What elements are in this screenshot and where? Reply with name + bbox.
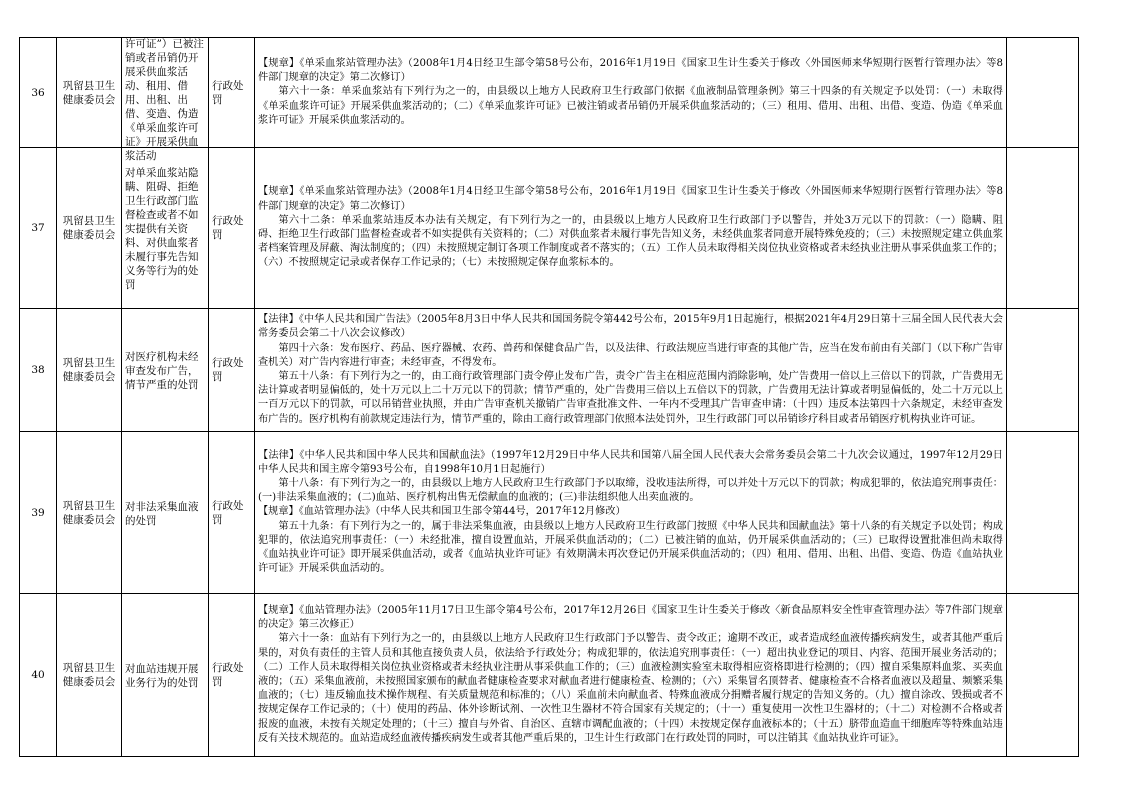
legal-basis-cell	[255, 432, 1007, 594]
department-cell: 巩留县卫生健康委员会	[57, 38, 122, 148]
penalty-type-cell: 行政处罚	[209, 148, 255, 309]
department-cell: 巩留县卫生健康委员会	[57, 309, 122, 432]
penalty-table	[19, 37, 1079, 757]
basis-paragraph: 【规章】《单采血浆站管理办法》（2008年1月4日经卫生部令第58号公布，2016年1月19日《国家卫生计生委关于修改〈外国医师来华短期行医暂行管理办法〉等8件部门规章的决定》第二次修订）	[258, 57, 1003, 84]
penalty-type-cell: 行政处罚	[209, 594, 255, 757]
remarks-cell	[1007, 594, 1079, 757]
legal-basis-cell	[255, 148, 1007, 309]
department-cell: 巩留县卫生健康委员会	[57, 148, 122, 309]
department-cell: 巩留县卫生健康委员会	[57, 594, 122, 757]
penalty-type-cell: 行政处罚	[209, 432, 255, 594]
basis-paragraph: 第五十九条：有下列行为之一的，属于非法采集血液，由县级以上地方人民政府卫生行政部门按照《中华人民共和国献血法》第十八条的有关规定予以处罚；构成犯罪的，依法追究刑事责任：（一）未经批准，擅自设置血站，开展采供血活动的；（二）已被注销的血站，仍开展采供血活动的；（三）已取得设置批准但尚未取得《血站执业许可证》即开展采供血活动，或者《血站执业许可证》有效期满未再次登记仍开展采供血活动的；（四）租用、借用、出租、出借、变造、伪造《血站执业许可证》开展采供血活动的。	[258, 520, 1003, 575]
remarks-cell	[1007, 432, 1079, 594]
table-row	[20, 432, 1079, 594]
row-number: 38	[20, 309, 57, 432]
basis-paragraph: 第十八条：有下列行为之一的，由县级以上地方人民政府卫生行政部门予以取缔，没收违法所得，可以并处十万元以下的罚款；构成犯罪的，依法追究刑事责任：(一)非法采集血液的；(二)血站、医疗机构出售无偿献血的血液的；(三)非法组织他人出卖血液的。	[258, 477, 1003, 504]
item-name-cell: 对单采血浆站隐瞒、阻碍、拒绝卫生行政部门监督检查或者不如实提供有关资料、对供血浆者未履行事先告知义务等行为的处罚	[122, 148, 209, 309]
table-row	[20, 38, 1079, 148]
basis-paragraph: 【法律】《中华人民共和国广告法》（2005年8月3日中华人民共和国国务院令第442号公布，2015年9月1日起施行，根据2021年4月29日第十三届全国人民代表大会常务委员会第二十八次会议修改）	[258, 314, 1003, 340]
department-cell: 巩留县卫生健康委员会	[57, 432, 122, 594]
table-row	[20, 148, 1079, 309]
item-name-cell: 对医疗机构未经审查发布广告，情节严重的处罚	[122, 309, 209, 432]
legal-basis-cell	[255, 309, 1007, 432]
remarks-cell	[1007, 148, 1079, 309]
item-name-cell	[122, 38, 209, 162]
basis-paragraph: 【规章】《单采血浆站管理办法》（2008年1月4日经卫生部令第58号公布，2016年1月19日《国家卫生计生委关于修改〈外国医师来华短期行医暂行管理办法〉等8件部门规章的决定》第二次修订）	[258, 186, 1003, 212]
basis-paragraph: 第五十八条：有下列行为之一的，由工商行政管理部门责令停止发布广告，责令广告主在相应范围内消除影响，处广告费用一倍以上三倍以下的罚款，广告费用无法计算或者明显偏低的，处十万元以上二十万元以下的罚款；情节严重的，处广告费用三倍以上五倍以下的罚款，广告费用无法计算或者明显偏低的，处二十万元以上一百万元以下的罚款，可以吊销营业执照，并由广告审查机关撤销广告审查批准文件、一年内不受理其广告审查申请：（十四）违反本法第四十六条规定，未经审查发布广告的。医疗机构有前款规定违法行为，情节严重的，除由工商行政管理部门依照本法处罚外，卫生行政部门可以吊销诊疗科目或者吊销医疗机构执业许可证。	[258, 371, 1003, 425]
basis-paragraph: 【规章】《血站管理办法》（中华人民共和国卫生部令第44号，2017年12月修改）	[258, 506, 626, 518]
item-name-cell: 对非法采集血液的处罚	[122, 432, 209, 594]
row-number: 37	[20, 148, 57, 309]
legal-basis-cell	[255, 594, 1007, 757]
row-number: 36	[20, 38, 57, 148]
basis-paragraph: 【法律】《中华人民共和国中华人民共和国献血法》（1997年12月29日中华人民共和国第八届全国人民代表大会常务委员会第二十九次会议通过，1997年12月29日中华人民共和国主席令第93号公布，自1998年10月1日起施行）	[258, 449, 1003, 475]
table-row	[20, 309, 1079, 432]
basis-paragraph: 第六十一条：单采血浆站有下列行为之一的，由县级以上地方人民政府卫生行政部门依据《血液制品管理条例》第三十四条的有关规定予以处罚：（一）未取得《单采血浆许可证》开展采供血浆活动的；（二）《单采血浆许可证》已被注销或者吊销仍开展采供血浆活动的；（三）租用、借用、出租、出借、变造、伪造《单采血浆许可证》开展采供血浆活动的。	[258, 86, 1003, 126]
basis-paragraph: 第四十六条：发布医疗、药品、医疗器械、农药、兽药和保健食品广告，以及法律、行政法规应当进行审查的其他广告，应当在发布前由有关部门（以下称广告审查机关）对广告内容进行审查；未经审查，不得发布。	[258, 342, 1003, 368]
remarks-cell	[1007, 38, 1079, 148]
item-name-cell: 对血站违规开展业务行为的处罚	[122, 594, 209, 757]
item-name-text: 许可证”）已被注销或者吊销仍开展采供血浆活动、租用、借用、出租、出借、变造、伪造《单采血浆许可证》开展采供血浆活动	[125, 38, 204, 162]
table-row	[20, 594, 1079, 757]
remarks-cell	[1007, 309, 1079, 432]
penalty-type-cell: 行政处罚	[209, 309, 255, 432]
basis-paragraph: 第六十一条：血站有下列行为之一的，由县级以上地方人民政府卫生行政部门予以警告、责令改正；逾期不改正，或者造成经血液传播疾病发生，或者其他严重后果的，对负有责任的主管人员和其他直接负责人员，依法给予行政处分；构成犯罪的，依法追究刑事责任：（一）超出执业登记的项目、内容、范围开展业务活动的；（二）工作人员未取得相关岗位执业资格或者未经执业注册从事采供血工作的；（三）血液检测实验室未取得相应资格即进行检测的；（四）擅自采集原料血浆、买卖血液的；（五）采集血液前，未按照国家颁布的献血者健康检查要求对献血者进行健康检查、检测的；（六）采集冒名顶替者、健康检查不合格者血液以及超量、频繁采集血液的；（七）违反输血技术操作规程、有关质量规范和标准的；（八）采血前未向献血者、特殊血液成分捐赠者履行规定的告知义务的。（九）擅自涂改、毁损或者不按规定保存工作记录的；（十）使用的药品、体外诊断试剂、一次性卫生器材不符合国家有关规定的；（十一）重复使用一次性卫生器材的；（十二）对检测不合格或者报废的血液，未按有关规定处理的；（十三）擅自与外省、自治区、直辖市调配血液的；（十四）未按规定保存血液标本的；（十五）脐带血造血干细胞库等特殊血站违反有关技术规范的。血站造成经血液传播疾病发生或者其他严重后果的，卫生计生行政部门在行政处罚的同时，可以注销其《血站执业许可证》。	[258, 633, 1003, 744]
row-number: 39	[20, 432, 57, 594]
basis-paragraph: 【规章】《血站管理办法》（2005年11月17日卫生部令第4号公布，2017年12月26日《国家卫生计生委关于修改〈新食品原料安全性审查管理办法〉等7件部门规章的决定》第三次修正）	[258, 604, 1003, 631]
row-number: 40	[20, 594, 57, 757]
legal-basis-cell	[255, 38, 1007, 148]
basis-paragraph: 第六十二条：单采血浆站违反本办法有关规定，有下列行为之一的，由县级以上地方人民政府卫生行政部门予以警告，并处3万元以下的罚款：（一）隐瞒、阻碍、拒绝卫生行政部门监督检查或者不如实提供有关资料的；（二）对供血浆者未履行事先告知义务，未经供血浆者同意开展特殊免疫的；（三）未按照规定建立供血浆者档案管理及屏蔽、淘汰制度的；（四）未按照规定制订各项工作制度或者不落实的；（五）工作人员未取得相关岗位执业资格或者未经执业注册从事采供血浆工作的；（六）不按照规定记录或者保存工作记录的；（七）未按照规定保存血浆标本的。	[258, 214, 1003, 269]
penalty-type-cell: 行政处罚	[209, 38, 255, 148]
